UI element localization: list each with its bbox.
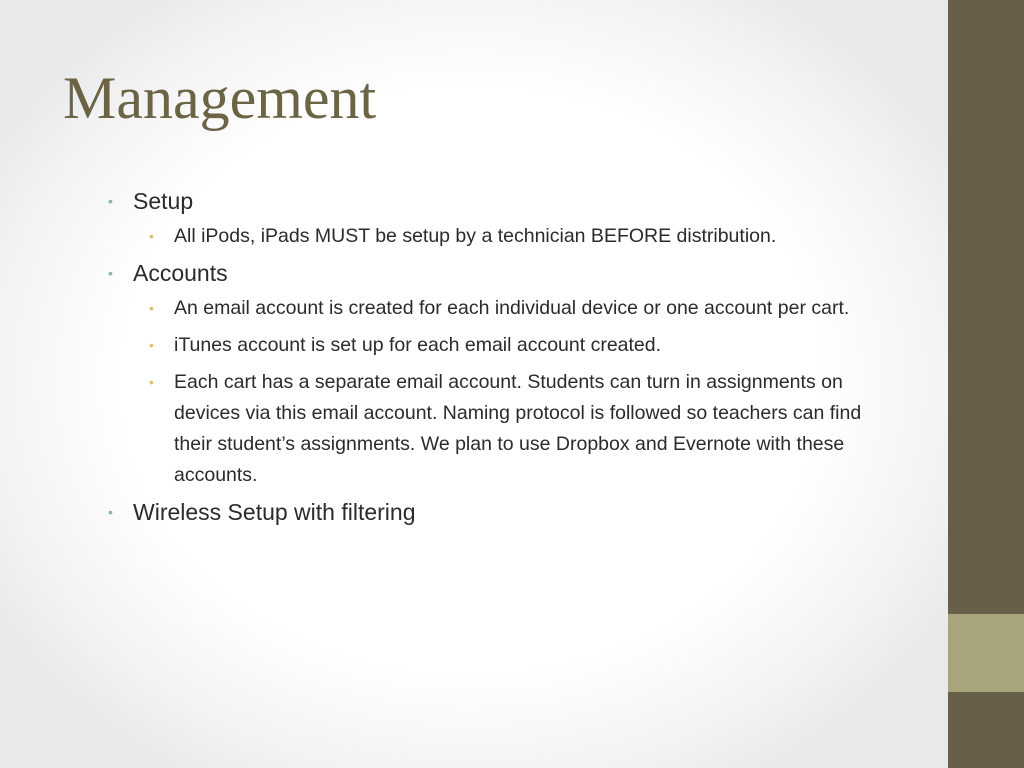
sub-bullet-icon: •: [149, 337, 154, 353]
sub-bullet-text: iTunes account is set up for each email account created.: [174, 334, 662, 356]
bullet-item-setup: [108, 186, 908, 217]
bullet-text: Accounts: [133, 260, 228, 286]
bullet-text: Setup: [133, 188, 194, 214]
sub-bullet-item: [149, 330, 904, 361]
slide-title: Management: [63, 65, 377, 131]
sub-bullet-icon: •: [149, 228, 154, 244]
bullet-item-wireless: [108, 497, 908, 528]
decorative-sidebar-accent: [948, 614, 1024, 692]
bullet-list: [108, 186, 908, 532]
bullet-text: Wireless Setup with filtering: [133, 499, 416, 525]
sub-bullet-text: All iPods, iPads MUST be setup by a technician BEFORE distribution.: [174, 225, 777, 247]
bullet-icon: •: [108, 193, 113, 209]
sub-bullet-text: An email account is created for each individual device or one account per cart.: [174, 297, 850, 319]
sub-bullet-item: [149, 367, 904, 491]
sub-bullet-item: [149, 293, 904, 324]
sub-bullet-icon: •: [149, 374, 154, 390]
sub-bullet-icon: •: [149, 300, 154, 316]
bullet-item-accounts: [108, 258, 908, 289]
bullet-icon: •: [108, 504, 113, 520]
bullet-icon: •: [108, 265, 113, 281]
sub-bullet-item: [149, 221, 904, 252]
sub-bullet-text: Each cart has a separate email account. Students can turn in assignments on devices via this email account. Naming protocol is followed so teachers can find their student’s assignments. We plan to use Dropbox and Evernote with these accounts.: [174, 371, 862, 486]
